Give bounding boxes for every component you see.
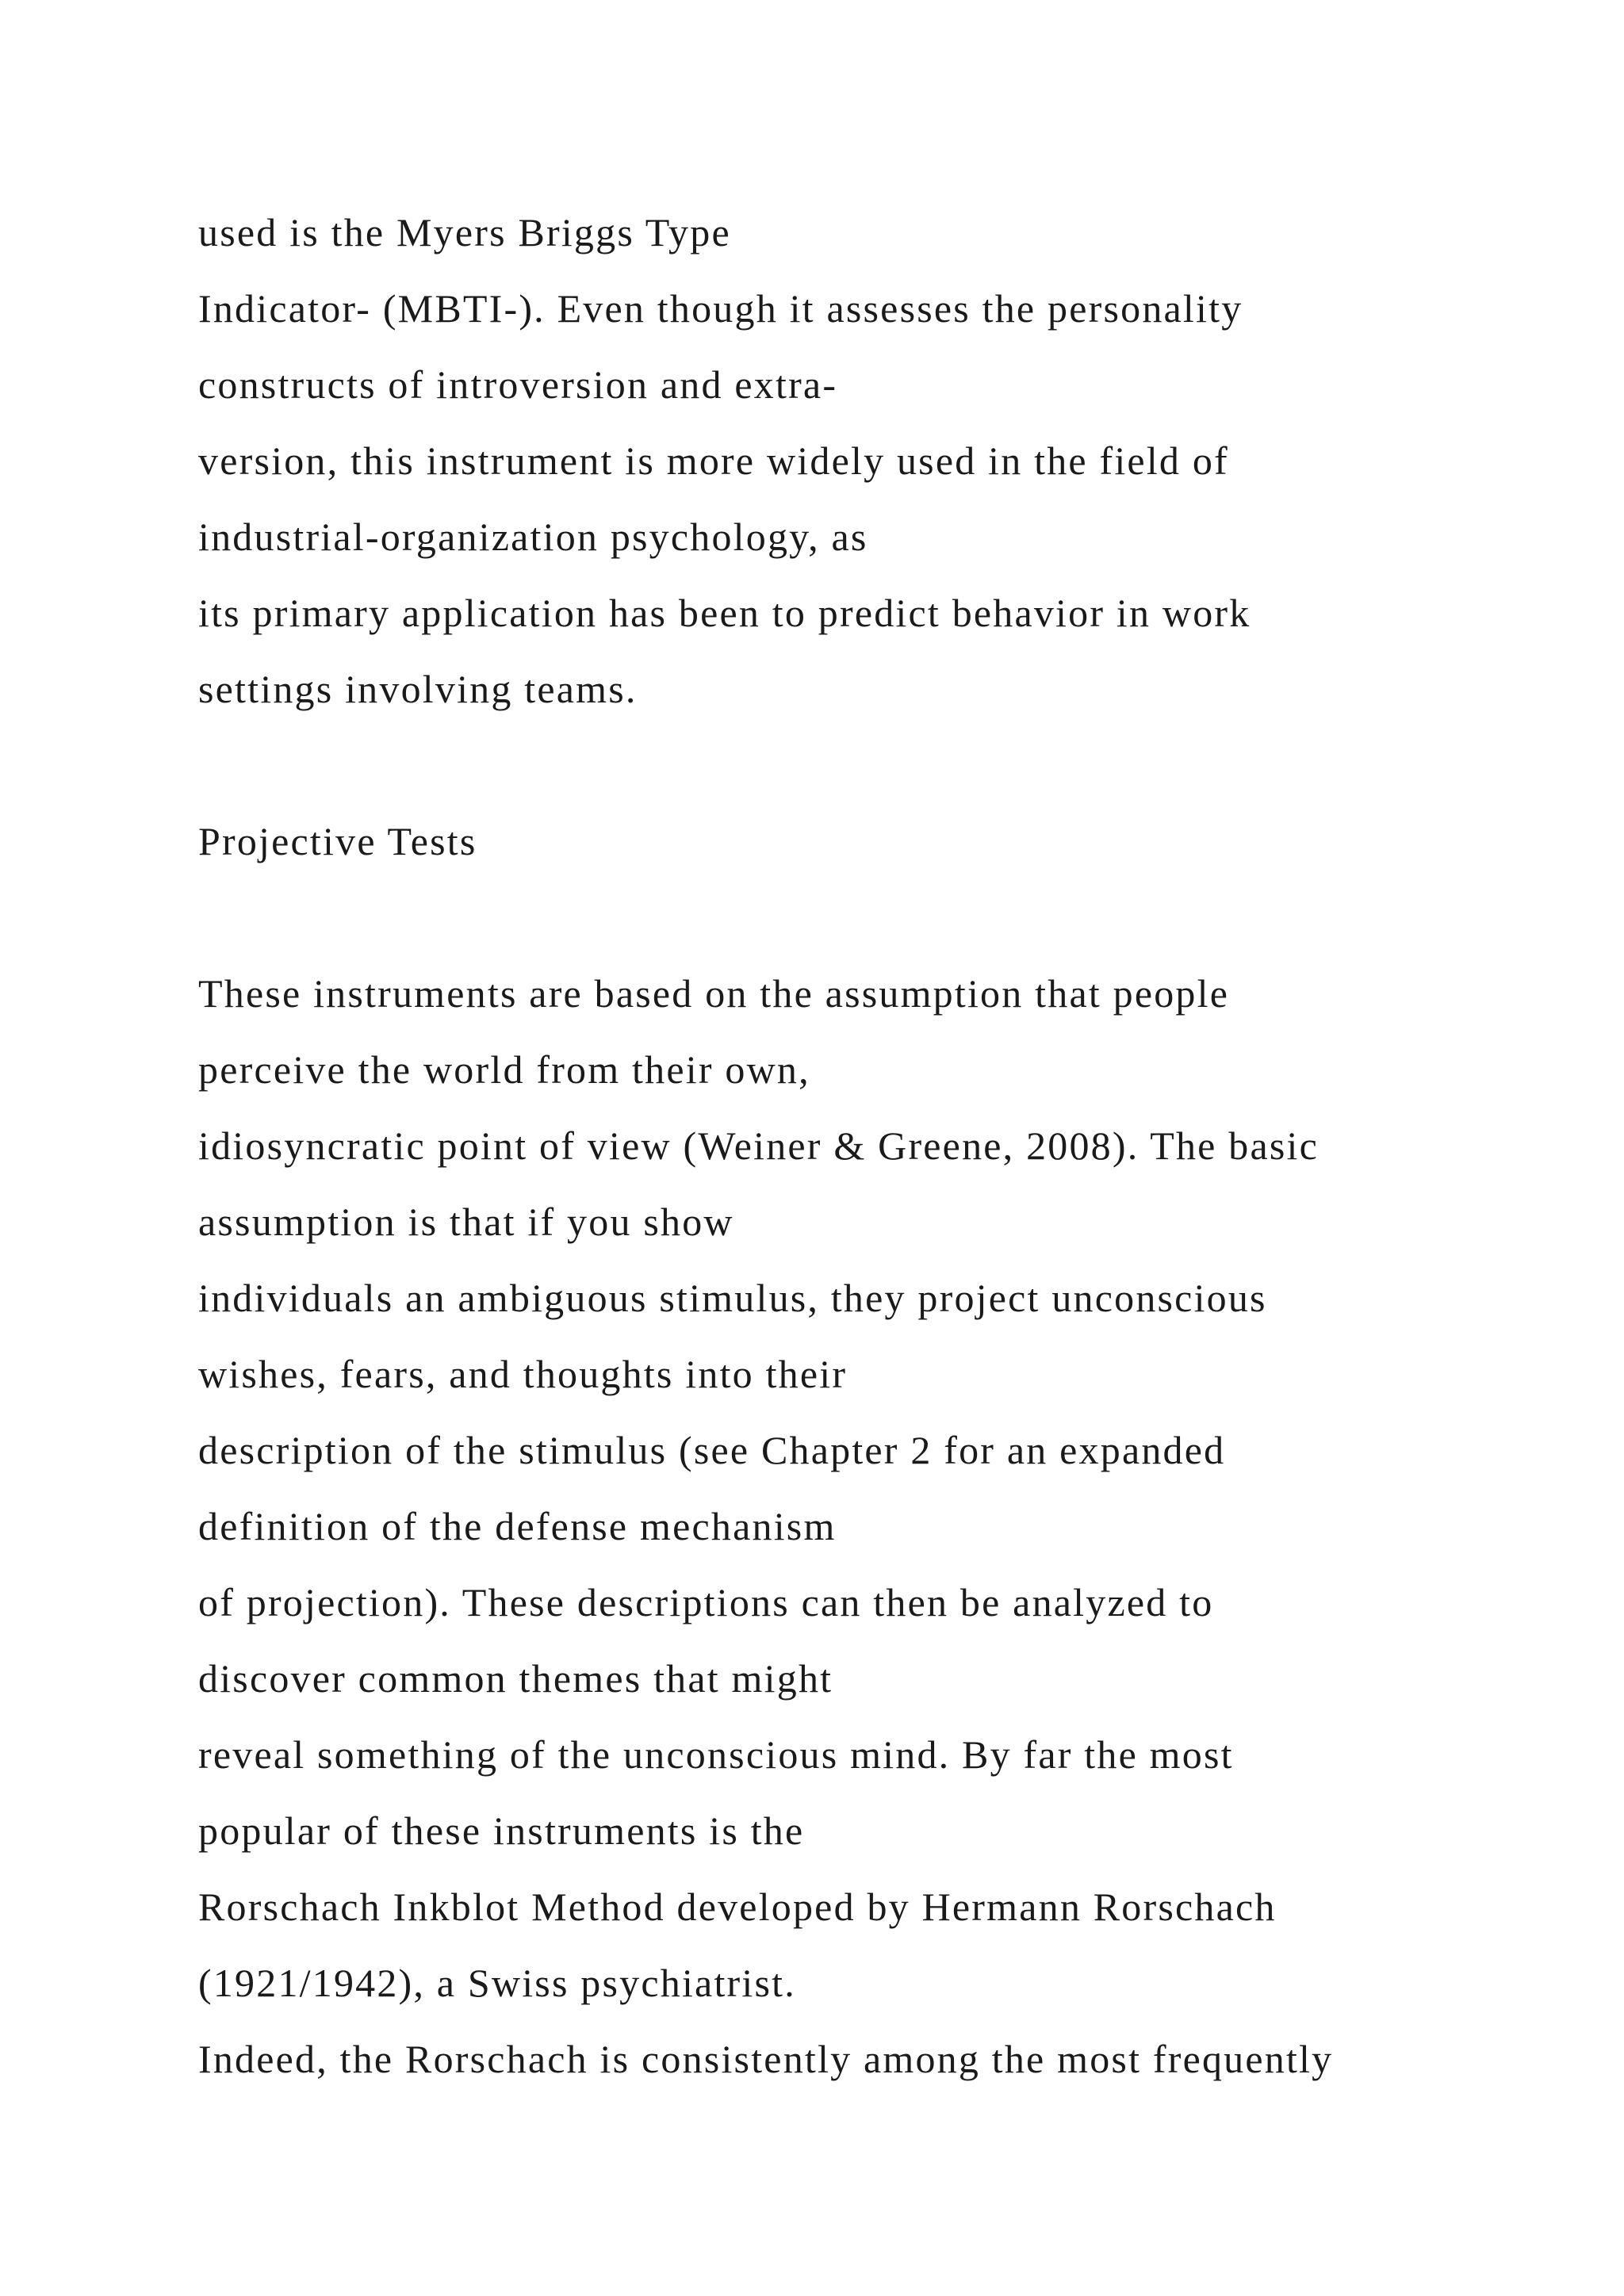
text-line: reveal something of the unconscious mind. By far the most [198,1732,1234,1777]
text-line: used is the Myers Briggs Type [198,210,731,254]
text-line: perceive the world from their own, [198,1047,810,1092]
text-line: version, this instrument is more widely used in the field of [198,438,1229,483]
text-line: (1921/1942), a Swiss psychiatrist. [198,1961,796,2005]
text-line: its primary application has been to predict behavior in work [198,591,1251,635]
text-line: Indicator- (MBTI-). Even though it assesses the personality [198,286,1243,331]
text-line: settings involving teams. [198,667,638,711]
blank-line [198,879,1610,955]
body-text [198,194,1610,2097]
text-line: These instruments are based on the assumption that people [198,971,1230,1016]
text-line: Rorschach Inkblot Method developed by Hermann Rorschach [198,1885,1277,1929]
section-heading: Projective Tests [198,819,477,863]
text-line: of projection). These descriptions can then be analyzed to [198,1580,1214,1624]
text-line: definition of the defense mechanism [198,1504,837,1548]
text-line: description of the stimulus (see Chapter 2 for an expanded [198,1428,1226,1472]
text-line: idiosyncratic point of view (Weiner & Greene, 2008). The basic [198,1123,1319,1168]
text-line: individuals an ambiguous stimulus, they project unconscious [198,1276,1267,1320]
text-line: Indeed, the Rorschach is consistently among the most frequently [198,2037,1334,2081]
text-line: industrial-organization psychology, as [198,515,868,559]
text-line: constructs of introversion and extra- [198,362,838,407]
blank-line [198,727,1610,803]
text-line: discover common themes that might [198,1656,833,1701]
text-line: assumption is that if you show [198,1200,734,1244]
text-line: popular of these instruments is the [198,1808,805,1853]
text-line: wishes, fears, and thoughts into their [198,1352,848,1396]
